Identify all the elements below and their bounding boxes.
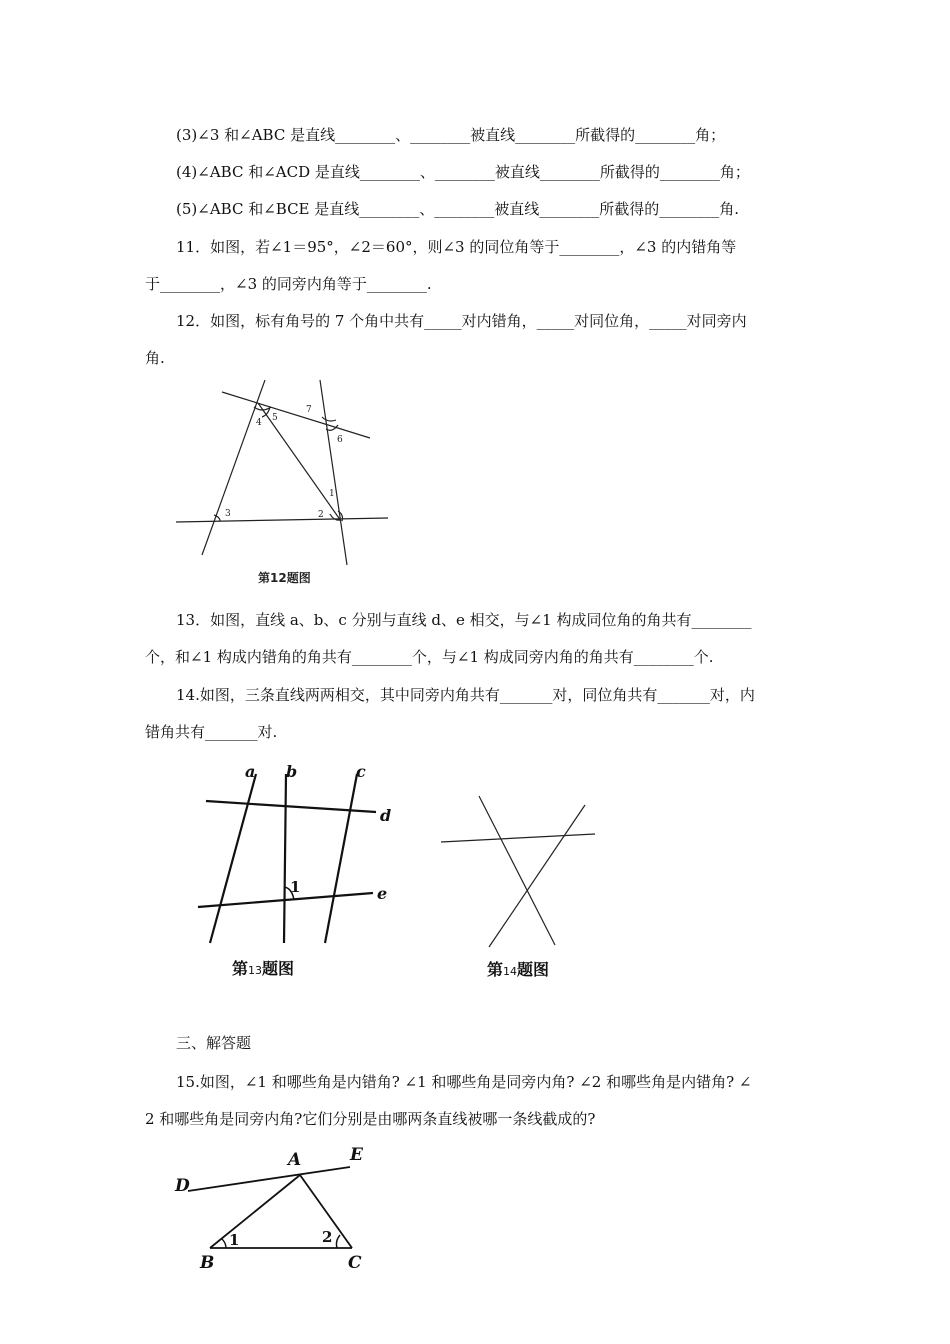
fig12-label-5: 5 xyxy=(272,413,278,423)
fig13-label-d: d xyxy=(380,806,392,825)
fig15-label-E: E xyxy=(350,1145,363,1165)
fig14-line-horizontal xyxy=(441,834,595,842)
fig13-label-c: c xyxy=(356,762,366,781)
fig15-arc-2 xyxy=(336,1235,340,1248)
q13-line2: 个，和∠1 构成内错角的角共有________个，与∠1 构成同旁内角的角共有________个. xyxy=(145,648,714,666)
figure-15 xyxy=(170,1140,380,1275)
fig12-line-bottom xyxy=(176,518,388,522)
fig13-label-b: b xyxy=(286,762,298,781)
fig15-label-D: D xyxy=(175,1176,190,1196)
figure-13 xyxy=(190,760,410,985)
fig12-label-4: 4 xyxy=(256,418,262,428)
fig14-caption: 第14题图 xyxy=(487,960,550,979)
fig13-label-a: a xyxy=(245,762,256,781)
fig12-label-1: 1 xyxy=(329,489,335,499)
section-3-heading: 三、解答题 xyxy=(176,1034,252,1052)
fig13-line-b xyxy=(284,774,286,943)
fig12-label-2: 2 xyxy=(318,510,324,520)
fig12-label-7: 7 xyxy=(306,405,312,415)
fig15-label-1: 1 xyxy=(229,1231,240,1249)
q10-part3: (3)∠3 和∠ABC 是直线________、________被直线________所截得的________角； xyxy=(176,126,726,144)
fig12-line-left xyxy=(202,380,265,555)
fig13-label-1: 1 xyxy=(290,878,301,896)
q12-line2: 角. xyxy=(145,349,165,367)
fig15-label-2: 2 xyxy=(322,1228,333,1246)
q10-part4: (4)∠ABC 和∠ACD 是直线________、________被直线________所截得的________角； xyxy=(176,163,750,181)
fig15-label-A: A xyxy=(288,1150,302,1170)
fig15-label-C: C xyxy=(348,1253,362,1273)
fig15-line-DE xyxy=(188,1167,350,1191)
fig12-label-3: 3 xyxy=(225,509,231,519)
fig15-label-B: B xyxy=(200,1253,215,1273)
q14-line2: 错角共有_______对. xyxy=(145,723,278,741)
fig12-label-6: 6 xyxy=(337,435,343,445)
q12-line1: 12．如图，标有角号的 7 个角中共有_____对内错角，_____对同位角，_____对同旁内 xyxy=(176,312,747,330)
fig12-line-right xyxy=(320,380,347,565)
fig13-label-e: e xyxy=(377,884,388,903)
fig15-arc-1 xyxy=(222,1239,226,1248)
fig12-arc-6 xyxy=(322,417,336,421)
q14-line1: 14.如图，三条直线两两相交，其中同旁内角共有_______对，同位角共有_______对，内 xyxy=(176,686,755,704)
figure-14 xyxy=(435,785,605,985)
q11-line1: 11．如图，若∠1＝95°，∠2＝60°，则∠3 的同位角等于________，∠3 的内错角等 xyxy=(176,238,737,256)
q10-part5: (5)∠ABC 和∠BCE 是直线________、________被直线________所截得的________角. xyxy=(176,200,740,218)
q15-line2: 2 和哪些角是同旁内角?它们分别是由哪两条直线被哪一条线截成的? xyxy=(145,1110,596,1128)
q15-line1: 15.如图，∠1 和哪些角是内错角? ∠1 和哪些角是同旁内角? ∠2 和哪些角是内错角? ∠ xyxy=(176,1073,752,1091)
figure-12 xyxy=(170,375,395,590)
fig13-caption: 第13题图 xyxy=(232,959,295,978)
fig13-line-c xyxy=(325,774,357,943)
q13-line1: 13．如图，直线 a、b、c 分别与直线 d、e 相交，与∠1 构成同位角的角共有________ xyxy=(176,611,752,629)
q11-line2: 于________，∠3 的同旁内角等于________. xyxy=(145,275,432,293)
fig12-line-top xyxy=(222,392,370,438)
fig13-line-a xyxy=(210,774,256,943)
fig14-line-diagonal-2 xyxy=(489,805,585,947)
fig14-line-diagonal-1 xyxy=(479,796,555,945)
fig12-caption: 第12题图 xyxy=(258,571,311,585)
